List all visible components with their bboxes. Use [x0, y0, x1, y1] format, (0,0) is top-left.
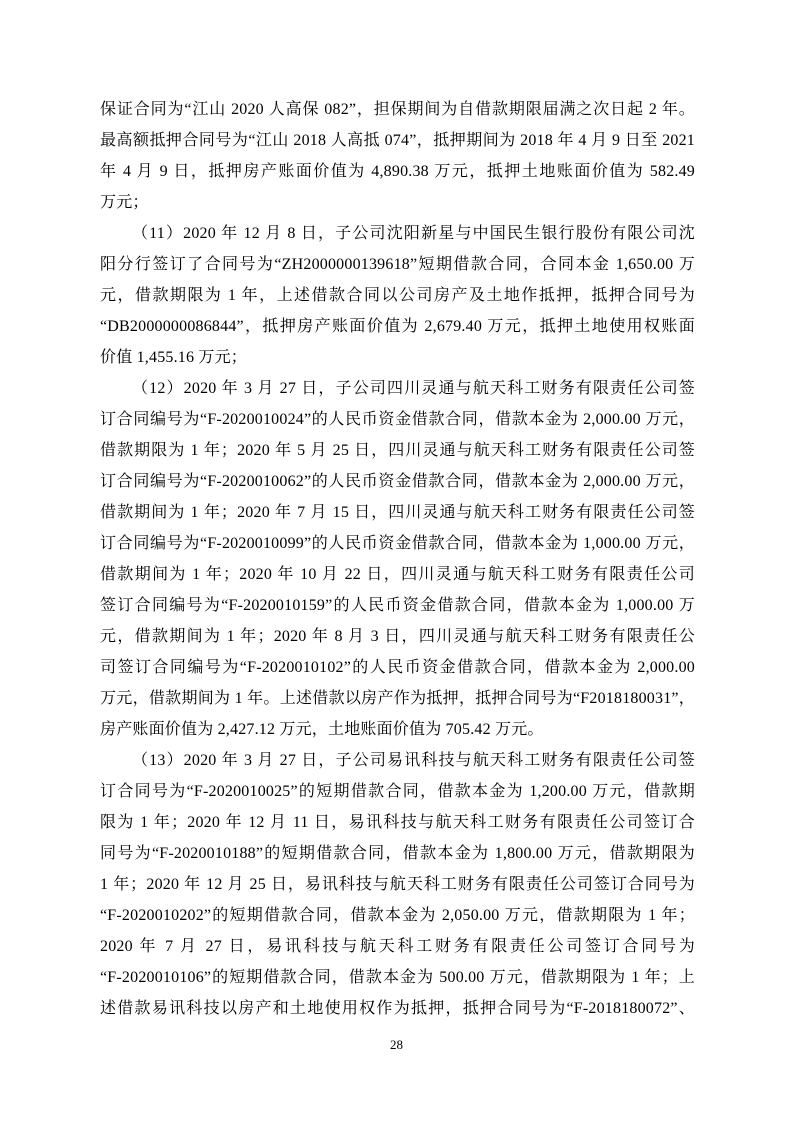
text-line: 借款期间为 1 年；2020 年 10 月 22 日，四川灵通与航天科工财务有限责任公司 — [100, 566, 695, 583]
text-line: （12）2020 年 3 月 27 日，子公司四川灵通与航天科工财务有限责任公司签 — [132, 380, 695, 397]
text-line: 阳分行签订了合同号为“ZH2000000139618”短期借款合同，合同本金 1,650.00 万 — [100, 256, 695, 273]
text-line: 万元； — [100, 194, 149, 211]
text-line: “F-2020010106”的短期借款合同，借款本金为 500.00 万元，借款期限为 1 年；上 — [100, 969, 695, 986]
text-line: 最高额抵押合同号为“江山 2018 人高抵 074”，抵押期间为 2018 年 4 月 9 日至 2021 — [100, 132, 695, 149]
text-line: “F-2020010202”的短期借款合同，借款本金为 2,050.00 万元，借款期限为 1 年； — [100, 907, 695, 924]
text-line: 年 4 月 9 日，抵押房产账面价值为 4,890.38 万元，抵押土地账面价值为 582.49 — [100, 163, 695, 180]
text-line: （13）2020 年 3 月 27 日，子公司易讯科技与航天科工财务有限责任公司签 — [132, 752, 695, 769]
text-line: 房产账面价值为 2,427.12 万元，土地账面价值为 705.42 万元。 — [100, 721, 544, 738]
text-line: 2020 年 7 月 27 日，易讯科技与航天科工财务有限责任公司签订合同号为 — [100, 938, 695, 955]
paragraph-12 — [100, 373, 695, 745]
text-line: 借款期限为 1 年；2020 年 5 月 25 日，四川灵通与航天科工财务有限责任公司签 — [100, 442, 695, 459]
text-line: 签订合同编号为“F-2020010159”的人民币资金借款合同，借款本金为 1,000.00 万 — [100, 597, 695, 614]
text-line: 订合同编号为“F-2020010024”的人民币资金借款合同，借款本金为 2,000.00 万元， — [100, 411, 695, 428]
text-line: 订合同号为“F-2020010025”的短期借款合同，借款本金为 1,200.00 万元，借款期 — [100, 783, 695, 800]
text-line: 限为 1 年；2020 年 12 月 11 日，易讯科技与航天科工财务有限责任公司签订合 — [100, 814, 695, 831]
page-number: 28 — [390, 1037, 403, 1052]
text-line: 借款期间为 1 年；2020 年 7 月 15 日，四川灵通与航天科工财务有限责任公司签 — [100, 504, 695, 521]
text-line: 述借款易讯科技以房产和土地使用权作为抵押，抵押合同号为“F-2018180072”、 — [100, 1000, 695, 1017]
text-line: 司签订合同编号为“F-2020010102”的人民币资金借款合同，借款本金为 2,000.00 — [100, 659, 695, 676]
text-line: 价值 1,455.16 万元； — [100, 349, 248, 366]
text-line: 万元，借款期间为 1 年。上述借款以房产作为抵押，抵押合同号为“F2018180031”， — [100, 690, 695, 707]
text-line: 同号为“F-2020010188”的短期借款合同，借款本金为 1,800.00 万元，借款期限为 — [100, 845, 695, 862]
paragraph-11 — [100, 218, 695, 373]
text-line: 1 年；2020 年 12 月 25 日，易讯科技与航天科工财务有限责任公司签订合同号为 — [100, 876, 695, 893]
text-line: 元，借款期限为 1 年，上述借款合同以公司房产及土地作抵押，抵押合同号为 — [100, 287, 695, 304]
text-line: 订合同编号为“F-2020010099”的人民币资金借款合同，借款本金为 1,000.00 万元， — [100, 535, 695, 552]
text-line: 订合同编号为“F-2020010062”的人民币资金借款合同，借款本金为 2,000.00 万元， — [100, 473, 695, 490]
paragraph-13 — [100, 745, 695, 1024]
text-line: 元，借款期间为 1 年；2020 年 8 月 3 日，四川灵通与航天科工财务有限责任公 — [100, 628, 695, 645]
text-line: （11）2020 年 12 月 8 日，子公司沈阳新星与中国民生银行股份有限公司沈 — [132, 225, 695, 242]
text-line: 保证合同为“江山 2020 人高保 082”，担保期间为自借款期限届满之次日起 2 年。 — [100, 101, 695, 118]
paragraph-continuation — [100, 94, 695, 218]
text-line: “DB2000000086844”，抵押房产账面价值为 2,679.40 万元，抵押土地使用权账面 — [100, 318, 695, 335]
body-text — [100, 94, 695, 1024]
